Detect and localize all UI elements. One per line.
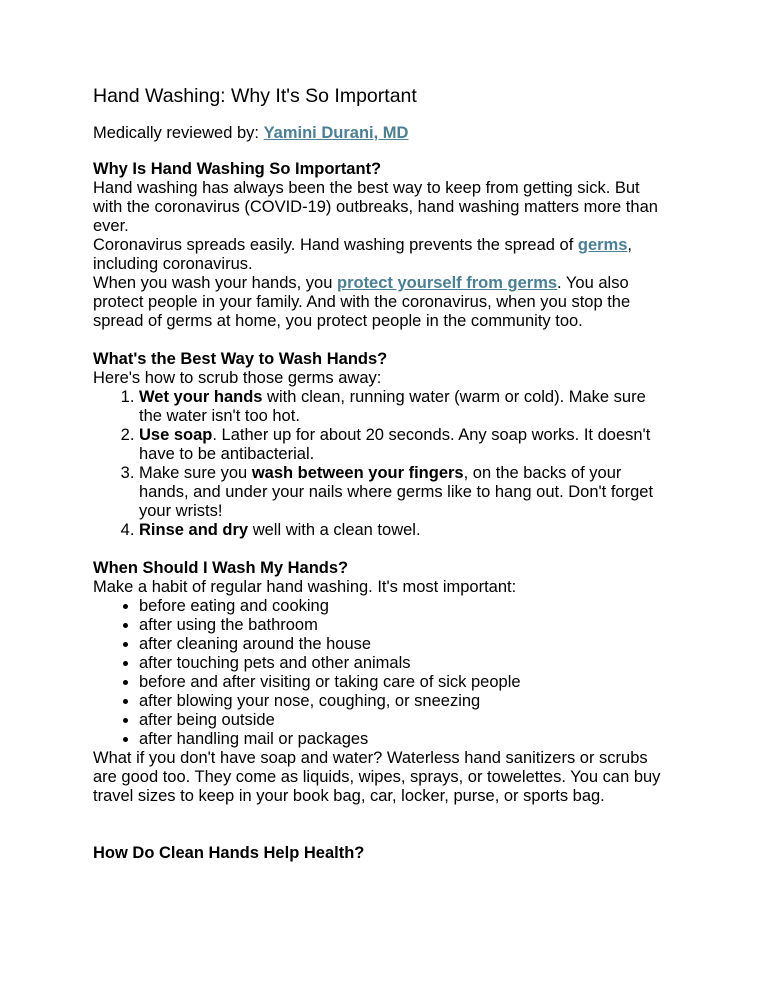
section-why-important [93, 160, 672, 331]
list-item: 3. Make sure you wash between your fingers, on the backs of your hands, and under your nails where germs like to hang out. Don't forget your wrists! [139, 464, 672, 521]
list-item: • after blowing your nose, coughing, or sneezing [139, 692, 672, 711]
paragraph: Coronavirus spreads easily. Hand washing prevents the spread of germs, including coronavirus. [93, 236, 632, 273]
section-heading: When Should I Wash My Hands? [93, 559, 349, 577]
list-item: 2. Use soap. Lather up for about 20 seconds. Any soap works. It doesn't have to be antibacterial. [139, 426, 672, 464]
paragraph: When you wash your hands, you protect yourself from germs. You also protect people in your family. And with the coronavirus, when you stop the spread of germs at home, you protect people in the community too. [93, 274, 631, 330]
list-item: • after touching pets and other animals [139, 654, 672, 673]
list-item: • after handling mail or packages [139, 730, 672, 749]
section-best-way [93, 350, 672, 540]
list-item: • before and after visiting or taking care of sick people [139, 673, 672, 692]
section-heading: What's the Best Way to Wash Hands? [93, 350, 388, 368]
section-clean-hands-health [93, 844, 672, 863]
reviewed-by-label: Medically reviewed by: [93, 124, 264, 142]
germs-link[interactable]: germs [577, 236, 628, 254]
list-item: 1. Wet your hands with clean, running water (warm or cold). Make sure the water isn't too hot. [139, 388, 672, 426]
steps-list [93, 388, 672, 540]
section-when-wash [93, 559, 672, 806]
paragraph: Here's how to scrub those germs away: [93, 369, 382, 387]
protect-yourself-link[interactable]: protect yourself from germs [336, 274, 558, 292]
reviewed-by-line [93, 123, 672, 143]
occasions-list [93, 597, 672, 749]
page-title: Hand Washing: Why It's So Important [93, 85, 417, 107]
paragraph: Hand washing has always been the best way to keep from getting sick. But with the coronavirus (COVID-19) outbreaks, hand washing matters more than ever. [93, 179, 658, 235]
section-heading: How Do Clean Hands Help Health? [93, 844, 365, 862]
paragraph: What if you don't have soap and water? Waterless hand sanitizers or scrubs are good too. They come as liquids, wipes, sprays, or towelettes. You can buy travel sizes to keep in your book bag, car, locker, purse, or sports bag. [93, 749, 661, 805]
list-item: • before eating and cooking [139, 597, 672, 616]
section-heading: Why Is Hand Washing So Important? [93, 160, 382, 178]
list-item: • after being outside [139, 711, 672, 730]
list-item: • after cleaning around the house [139, 635, 672, 654]
reviewer-link[interactable]: Yamini Durani, MD [263, 124, 409, 142]
paragraph: Make a habit of regular hand washing. It's most important: [93, 578, 517, 596]
list-item: 4. Rinse and dry well with a clean towel. [139, 521, 672, 540]
list-item: • after using the bathroom [139, 616, 672, 635]
